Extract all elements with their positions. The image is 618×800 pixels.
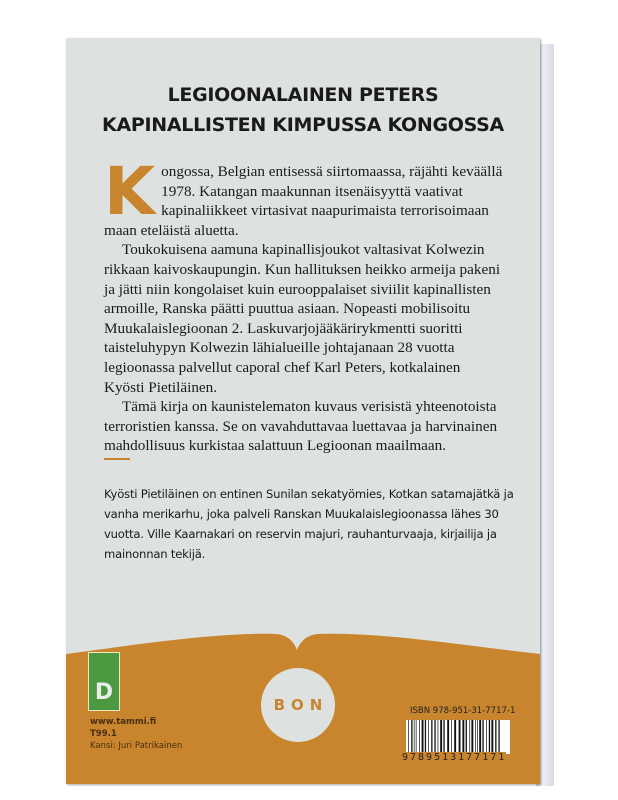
barcode-bar [466, 720, 467, 754]
barcode-bar [469, 720, 470, 754]
blurb [104, 153, 504, 456]
barcode-bar [443, 720, 444, 754]
barcode-bar [454, 720, 456, 754]
cover-credit: Kansi: Juri Patrikainen [90, 741, 183, 751]
barcode-bar [495, 720, 496, 754]
barcode-bar [482, 720, 483, 754]
isbn: ISBN 978-951-31-7717-1 [410, 706, 516, 716]
barcode-bar [479, 720, 481, 754]
author-bio: Kyösti Pietiläinen on entinen Sunilan sekatyömies, Kotkan satamajätkä ja vanha merikarhu, joka palveli Ranskan Muukalaislegioonassa lähes 30 vuotta. Ville Kaarnakari on reservin majuri, rauhanturvaaja, kirjailija ja mainonnan tekijä. [104, 487, 514, 561]
blurb-paragraph: Kongossa, Belgian entisessä siirtomaassa, räjähti keväällä 1978. Katangan maakunnan itsenäisyyttä vaativat kapinaliikkeet virtasivat naapurimaista terrorisoimaan maan eteläistä aluetta. [104, 153, 503, 239]
title-line-1: LEGIOONALAINEN PETERS [167, 84, 439, 106]
publisher-url: www.tammi.fi [90, 717, 157, 727]
barcode-bar [440, 720, 442, 754]
publisher-logo: D [88, 652, 120, 711]
barcode-bar [414, 720, 415, 754]
barcode-bar [425, 720, 426, 754]
barcode-number: 9789513177171 [402, 752, 507, 763]
barcode-bar [408, 720, 409, 754]
barcode-bar [475, 720, 476, 754]
barcode-bar [428, 720, 429, 754]
book-back-cover [66, 38, 540, 784]
barcode-bar [451, 720, 452, 754]
blurb-paragraph: Toukokuisena aamuna kapinallisjoukot valtasivat Kolwezin rikkaan kaivoskaupungin. Kun hallituksen heikko armeija pakeni ja jätti niin kongolaiset kuin eurooppalaiset siviilit kapinallisten armoille, Ranska päätti puuttua asiaan. Nopeasti mobilisoitu Muukalaislegioonan 2. Laskuvarjojääkärirykmentti suoritti taisteluhypyn Kolwezin lähialueille johtajanaan 28 vuotta legioonassa palvellut caporal chef Karl Peters, kotkalainen Kyösti Pietiläinen. [104, 241, 501, 396]
barcode-bar [431, 720, 432, 754]
barcode-bar [486, 720, 487, 754]
barcode-bar [447, 720, 449, 754]
barcode [406, 720, 510, 754]
barcode-bar [477, 720, 478, 754]
barcode-bar [489, 720, 490, 754]
barcode-bar [491, 720, 493, 754]
book-title [66, 80, 540, 140]
barcode-bar [438, 720, 439, 754]
blurb-paragraph: Tämä kirja on kaunistelematon kuvaus verisistä yhteenotoista terroristien kanssa. Se on vavahduttavaa luettavaa ja harvinainen mahdollisuus kurkistaa salattuun Legioonan maailmaan. [104, 398, 498, 455]
series-logo-bon: BON [261, 668, 335, 742]
barcode-bar [498, 720, 499, 754]
barcode-bar [471, 720, 473, 754]
drop-cap: K [104, 153, 156, 230]
barcode-bar [462, 720, 464, 754]
barcode-bar [416, 720, 417, 754]
barcode-bar [459, 720, 461, 754]
publisher-info [90, 716, 182, 752]
title-line-2: KAPINALLISTEN KIMPUSSA KONGOSSA [102, 114, 504, 136]
barcode-bar [419, 720, 420, 754]
classification-code: T99.1 [90, 729, 117, 739]
barcode-bar [422, 720, 424, 754]
barcode-bar [411, 720, 412, 754]
divider [104, 458, 130, 460]
barcode-bar [434, 720, 435, 754]
